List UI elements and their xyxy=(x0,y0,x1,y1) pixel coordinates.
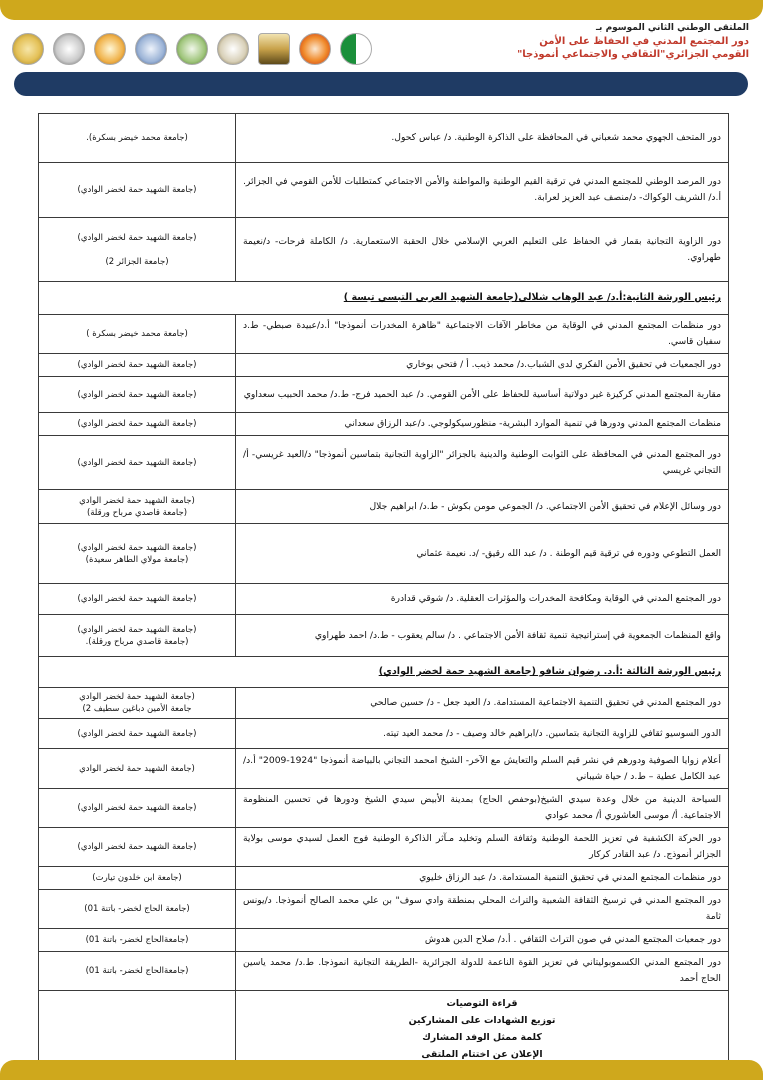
table-row xyxy=(39,929,729,952)
table-row xyxy=(39,114,729,163)
university-affiliation: (جامعة الشهيد حمة لخضر الوادي) xyxy=(39,828,236,867)
workshop-chair: رئيس الورشة الثانية:أ.د/ عبد الوهاب شلالي(جامعة الشهيد العربي التبسي تبسة ) xyxy=(39,282,729,315)
closing-items xyxy=(236,991,729,1068)
table-row xyxy=(39,413,729,436)
empty-cell xyxy=(39,991,236,1068)
university-emblem-icon xyxy=(94,33,126,65)
presentation-title: العمل التطوعي ودوره في ترقية قيم الوطنة . د/ عبد الله رقيق- /د. نعيمة عثماني xyxy=(236,524,729,584)
workshop-chair: رئيس الورشة الثالثة :أ.د. رضوان شافو (جامعة الشهيد حمة لخضر الوادي) xyxy=(39,657,729,688)
presentation-title: دور المتحف الجهوي محمد شعباني في المحافظة على الذاكرة الوطنية. د/ عباس كحول. xyxy=(236,114,729,163)
bottom-gold-band xyxy=(0,1060,763,1080)
presentation-title: أعلام زوايا الصوفية ودورهم في نشر قيم السلم والتعايش مع الآخر- الشيخ امحمد التجاني بالبياضة أنموذجا "1924-2009" أ.د/عبد الكامل عطية – ط.د / حياة شيباني xyxy=(236,749,729,789)
university-affiliation: (جامعةالحاج لخضر- باتنة 01) xyxy=(39,952,236,991)
table-row xyxy=(39,867,729,890)
university-affiliation: (جامعة الشهيد حمة لخضر الوادي) xyxy=(39,584,236,615)
presentation-title: واقع المنظمات الجمعوية في إستراتيجية تنمية ثقافة الأمن الاجتماعي . د/ سالم يعقوب - ط.د/ احمد طهراوي xyxy=(236,615,729,657)
university-affiliation: (جامعة الشهيد حمة لخضر الوادي) xyxy=(39,354,236,377)
university-affiliation: (جامعة الشهيد حمة لخضر الوادي) (جامعة قاصدي مرباح ورقلة). xyxy=(39,615,236,657)
presentation-title: دور منظمات المجتمع المدني في الوقاية من مخاطر الآفات الاجتماعية "ظاهرة المخدرات أنموذجا" أ.د/عبيدة صبطي- ط.د سفيان قاسي. xyxy=(236,315,729,354)
presentation-title: دور الزاوية التجانية بقمار في الحفاظ على التعليم العربي الإسلامي خلال الحقبة الاستعمارية. د/ الكاملة فرحات- د/نعيمة طهراوي. xyxy=(236,218,729,282)
presentation-title: مقاربة المجتمع المدني كركيزة غير دولاتية أساسية للحفاظ على الأمن القومي. د/ عبد الحميد فرج- ط.د/ محمد الحبيب سعداوي xyxy=(236,377,729,413)
university-affiliation: (جامعة الشهيد حمة لخضر الوادي) xyxy=(39,789,236,828)
closing-item: الإعلان عن اختتام الملتقى xyxy=(421,1049,543,1060)
table-row xyxy=(39,688,729,719)
table-row xyxy=(39,218,729,282)
table-row xyxy=(39,524,729,584)
university-crest-icon xyxy=(217,33,249,65)
university-affiliation: (جامعة الشهيد حمة لخضر الوادي) (جامعة مولاي الطاهر سعيدة) xyxy=(39,524,236,584)
closing-row xyxy=(39,991,729,1068)
ministry-emblem-icon xyxy=(53,33,85,65)
closing-item: توزيع الشهادات على المشاركين xyxy=(408,1015,556,1026)
partner-logos xyxy=(12,32,332,66)
page-header xyxy=(0,20,763,72)
university-affiliation: (جامعة الشهيد حمة لخضر الوادي) xyxy=(39,413,236,436)
conference-title-line1: الملتقى الوطني الثاني الموسوم بـ xyxy=(595,23,749,33)
university-affiliation: (جامعة الحاج لخضر- باتنة 01) xyxy=(39,890,236,929)
top-gold-band xyxy=(0,0,763,20)
table-row xyxy=(39,615,729,657)
flame-logo-icon xyxy=(299,33,331,65)
table-row xyxy=(39,315,729,354)
university-affiliation: (جامعة محمد خيضر بسكرة). xyxy=(39,114,236,163)
university-affiliation: (جامعة الشهيد حمة لخضر الوادي جامعة الأمين دباغين سطيف 2) xyxy=(39,688,236,719)
university-affiliation: (جامعة الشهيد حمة لخضر الوادي) xyxy=(39,719,236,749)
workshop-chair-row xyxy=(39,282,729,315)
table-row xyxy=(39,789,729,828)
table-row xyxy=(39,719,729,749)
university-affiliation: (جامعة الشهيد حمة لخضر الوادي (جامعة قاصدي مرباح ورقلة) xyxy=(39,490,236,524)
presentation-title: دور الحركة الكشفية في تعزيز اللحمة الوطنية وثقافة السلم وتخليد مـآثر الذاكرة الوطنية فوج العمل لسيدي موسى بولاية الجزائر أنموذج. د/ عبد القادر كركار xyxy=(236,828,729,867)
conference-title xyxy=(419,22,749,61)
table-row xyxy=(39,490,729,524)
table-row xyxy=(39,749,729,789)
presentation-title: الدور السوسيو ثقافي للزاوية التجانية بتماسين. د/ابراهيم خالد وصيف - د/ محمد العيد تيته. xyxy=(236,719,729,749)
presentation-title: دور منظمات المجتمع المدني في تحقيق التنمية المستدامة. د/ عبد الرزاق خليوي xyxy=(236,867,729,890)
lab-hci-logo-icon xyxy=(176,33,208,65)
closing-item: قراءة التوصيات xyxy=(446,998,518,1009)
algerian-flag-logo-icon xyxy=(340,33,372,65)
university-affiliation: (جامعة الشهيد حمة لخضر الوادي) xyxy=(39,377,236,413)
presentation-title: دور الجمعيات في تحقيق الأمن الفكري لدى الشباب.د/ محمد ذيب. أ / فتحي بوخاري xyxy=(236,354,729,377)
program-table-body xyxy=(39,114,729,1068)
program-table xyxy=(38,113,729,1068)
workshop-chair-row xyxy=(39,657,729,688)
university-affiliation: (جامعة ابن خلدون تيارت) xyxy=(39,867,236,890)
presentation-title: منظمات المجتمع المدني ودورها في تنمية الموارد البشرية- منظورسيكولوجي. د/عبد الرزاق سعداني xyxy=(236,413,729,436)
table-row xyxy=(39,377,729,413)
presentation-title: دور المجتمع المدني في الوقاية ومكافحة المخدرات والمؤثرات العقلية. د/ شوقي قدادرة xyxy=(236,584,729,615)
table-row xyxy=(39,584,729,615)
university-affiliation: (جامعة الشهيد حمة لخضر الوادي xyxy=(39,749,236,789)
presentation-title: دور المجتمع المدني الكسموبوليتاني في تعزيز القوة الناعمة للدولة الجزائرية -الطريقة التجانية انموذجا. ط.د/ محمد ياسين الحاج أحمد xyxy=(236,952,729,991)
table-row xyxy=(39,163,729,218)
university-affiliation: (جامعة الشهيد حمة لخضر الوادي) xyxy=(39,436,236,490)
table-row xyxy=(39,828,729,867)
university-affiliation: (جامعة الشهيد حمة لخضر الوادي) (جامعة الجزائر 2) xyxy=(39,218,236,282)
program-content xyxy=(38,113,728,1068)
presentation-title: دور المجتمع المدني في المحافظة على الثوابت الوطنية والدينية بالجزائر "الزاوية التجانية بتماسين أنموذجا" د/العيد غريسي- أ/ التجاني غريسي xyxy=(236,436,729,490)
conference-title-line3: القومي الجزائري"الثقافي والاجتماعي أنموذجا" xyxy=(517,49,749,60)
university-affiliation: (جامعة محمد خيضر بسكرة ) xyxy=(39,315,236,354)
closing-item: كلمة ممثل الوفد المشارك xyxy=(422,1032,542,1043)
presentation-title: دور جمعيات المجتمع المدني في صون التراث الثقافي . أ.د/ صلاح الدين هدوش xyxy=(236,929,729,952)
presentation-title: دور المجتمع المدني في ترسيخ الثقافة الشعبية والتراث المحلي بمنطقة وادي سوف" بن علي محمد الصالح أنموذجا. د/يونس ثامة xyxy=(236,890,729,929)
table-row xyxy=(39,354,729,377)
table-row xyxy=(39,890,729,929)
presentation-title: دور المرصد الوطني للمجتمع المدني في ترقية القيم الوطنية والمواطنة والأمن الاجتماعي كمتطلبات للأمن القومي في الجزائر. أ.د/ الشريف الوكواك- د/منصف عبد العزيز لعرابة. xyxy=(236,163,729,218)
header-divider-bar xyxy=(14,72,748,96)
table-row xyxy=(39,436,729,490)
presentation-title: دور المجتمع المدني في تحقيق التنمية الاجتماعية المستدامة. د/ العيد جعل - د/ حسين صالحي xyxy=(236,688,729,719)
university-affiliation: (جامعة الشهيد حمة لخضر الوادي) xyxy=(39,163,236,218)
university-seal-icon xyxy=(12,33,44,65)
presentation-title: السياحة الدينية من خلال وعدة سيدي الشيخ(بوحفص الحاج) بمدينة الأبيض سيدي الشيخ ودورها في تحسين المنظومة الاجتماعية. أ/ موسى العاشوري أ/ محمد عوادي xyxy=(236,789,729,828)
presentation-title: دور وسائل الإعلام في تحقيق الأمن الاجتماعي. د/ الجموعي مومن بكوش - ط.د/ ابراهيم جلال xyxy=(236,490,729,524)
research-lab-logo-icon xyxy=(135,33,167,65)
conference-title-line2: دور المجتمع المدني في الحفاظ على الأمن xyxy=(539,36,749,47)
university-affiliation: (جامعةالحاج لخضر- باتنة 01) xyxy=(39,929,236,952)
ministry-building-logo-icon xyxy=(258,33,290,65)
table-row xyxy=(39,952,729,991)
